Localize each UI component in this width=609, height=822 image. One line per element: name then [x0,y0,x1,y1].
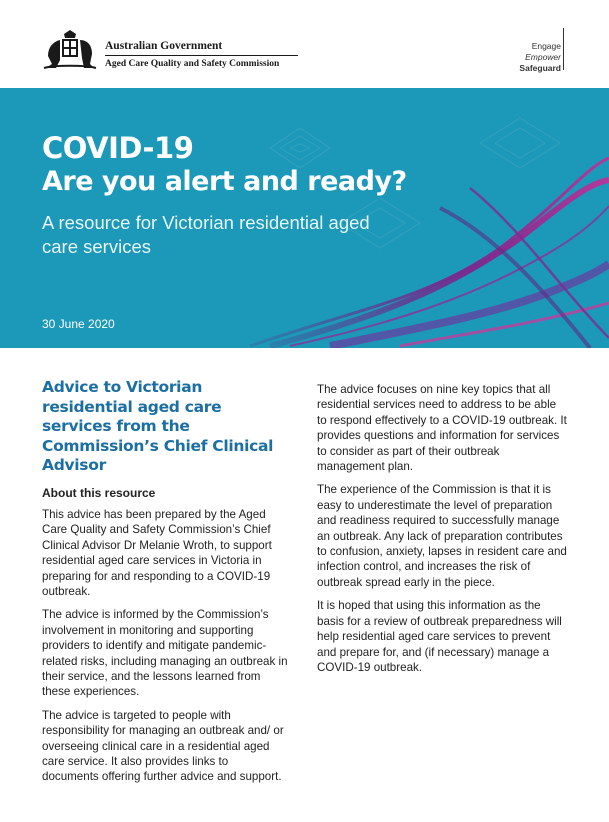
commission-name: Aged Care Quality and Safety Commission [105,59,280,69]
tagline-engage: Engage [531,41,561,51]
paragraph: The advice is informed by the Commission’s involvement in monitoring and supporting providers to identify and mitigate pandemic-related risks, including managing an outbreak in their service, and the lessons learned from these experiences. [42,608,288,699]
title-line-2: Are you alert and ready? [42,166,407,197]
paragraph: The experience of the Commission is that it is easy to underestimate the level of preparation and readiness required to successfully manage an outbreak. Any lack of preparation contributes to confusion, anxiety, lapses in resident care and infection control, and increases the risk of outbreak spread early in the piece. [317,483,567,589]
title-line-1: COVID-19 [42,131,194,165]
right-column [317,382,567,683]
paragraph: This advice has been prepared by the Aged Care Quality and Safety Commission’s Chief Clinical Advisor Dr Melanie Wroth, to support residential aged care services in Victoria in preparing for and responding to a COVID-19 outbreak. [42,507,272,598]
page-header [0,0,609,88]
paragraph: The advice focuses on nine key topics that all residential services need to address to be able to respond effectively to a COVID-19 outbreak. It provides questions and information for services to consider as part of their outbreak management plan. [317,383,567,474]
paragraph: The advice is targeted to people with responsibility for managing an outbreak and/ or overseeing clinical care in a residential aged care service. It also provides links to documents offering further advice and support. [42,708,284,784]
coat-of-arms-icon [42,28,98,72]
tagline [519,41,561,74]
tagline-empower: Empower [525,52,561,62]
tagline-safeguard: Safeguard [519,63,561,73]
tagline-divider [563,28,564,70]
left-column [42,378,288,793]
paragraph: It is hoped that using this information as the basis for a review of outbreak preparedness will help residential aged care services to prevent and prepare for, and (if necessary) manage a COVID-19 outbreak. [317,599,562,674]
subtitle: A resource for Victorian residential aged care services [42,212,370,257]
about-heading: About this resource [42,485,156,500]
header-divider [105,55,298,56]
section-heading: Advice to Victorian residential aged care services from the Commission’s Chief Clinical Advisor [42,378,274,474]
government-name: Australian Government [105,40,223,52]
publication-date: 30 June 2020 [42,317,115,331]
